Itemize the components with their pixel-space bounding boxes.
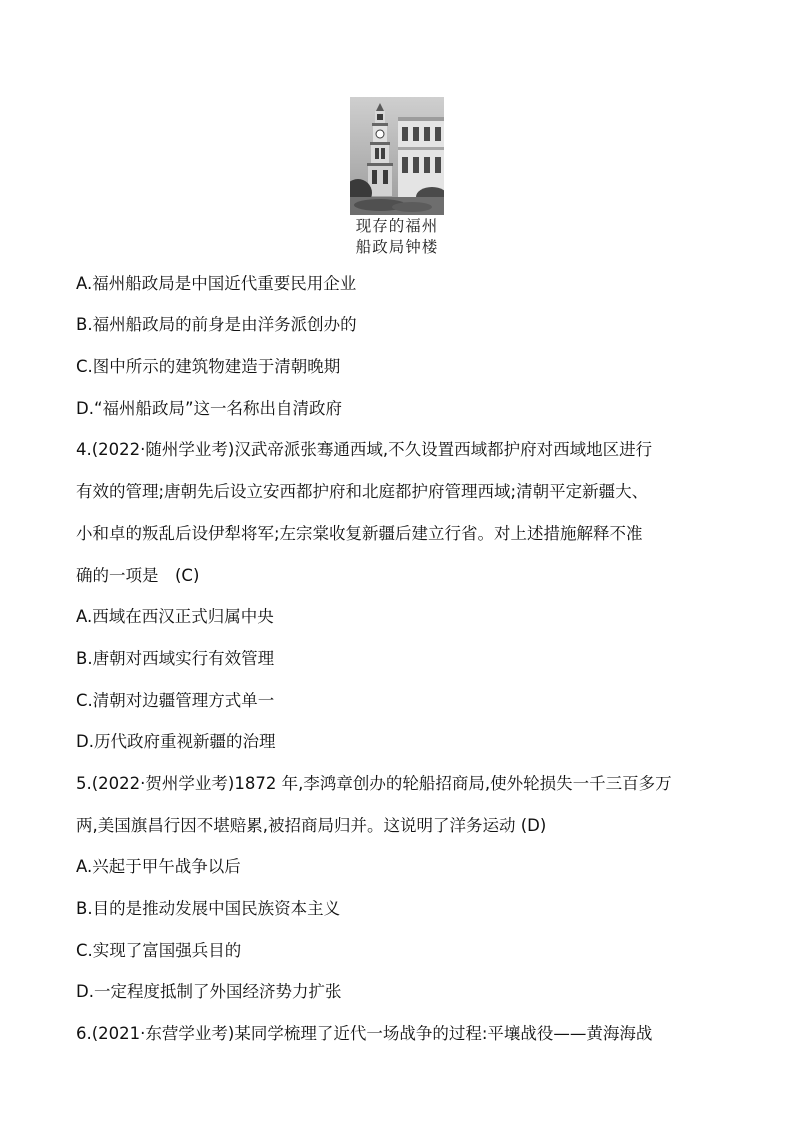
q5-option-b: B.目的是推动发展中国民族资本主义 bbox=[76, 899, 341, 918]
q3-option-c: C.图中所示的建筑物建造于清朝晚期 bbox=[76, 357, 341, 376]
q5-stem-line-1: 5.(2022·贺州学业考)1872 年,李鸿章创办的轮船招商局,使外轮损失一千三百多万 bbox=[76, 774, 672, 793]
caption-line-2: 船政局钟楼 bbox=[355, 238, 439, 256]
q4-option-c: C.清朝对边疆管理方式单一 bbox=[76, 691, 275, 710]
q3-option-a: A.福州船政局是中国近代重要民用企业 bbox=[76, 274, 357, 293]
q4-stem-line-4: 确的一项是 (C) bbox=[76, 566, 200, 585]
q4-option-a: A.西域在西汉正式归属中央 bbox=[76, 607, 274, 626]
q3-option-b: B.福州船政局的前身是由洋务派创办的 bbox=[76, 315, 357, 334]
clock-tower-photo bbox=[350, 97, 444, 215]
q4-option-d: D.历代政府重视新疆的治理 bbox=[76, 732, 276, 751]
q6-stem-line-1: 6.(2021·东营学业考)某同学梳理了近代一场战争的过程:平壤战役——黄海海战 bbox=[76, 1024, 653, 1043]
q5-stem-line-2: 两,美国旗昌行因不堪赔累,被招商局归并。这说明了洋务运动 (D) bbox=[76, 816, 547, 835]
q4-stem-line-1: 4.(2022·随州学业考)汉武帝派张骞通西域,不久设置西域都护府对西域地区进行 bbox=[76, 440, 653, 459]
figure-caption bbox=[330, 216, 464, 258]
q5-option-d: D.一定程度抵制了外国经济势力扩张 bbox=[76, 982, 342, 1001]
q5-option-a: A.兴起于甲午战争以后 bbox=[76, 857, 241, 876]
q5-option-c: C.实现了富国强兵目的 bbox=[76, 941, 242, 960]
q4-stem-line-2: 有效的管理;唐朝先后设立安西都护府和北庭都护府管理西域;清朝平定新疆大、 bbox=[76, 482, 649, 501]
q4-option-b: B.唐朝对西域实行有效管理 bbox=[76, 649, 275, 668]
q3-option-d: D.“福州船政局”这一名称出自清政府 bbox=[76, 399, 343, 418]
q4-stem-line-3: 小和卓的叛乱后设伊犁将军;左宗棠收复新疆后建立行省。对上述措施解释不准 bbox=[76, 524, 643, 543]
caption-line-1: 现存的福州 bbox=[355, 217, 439, 235]
